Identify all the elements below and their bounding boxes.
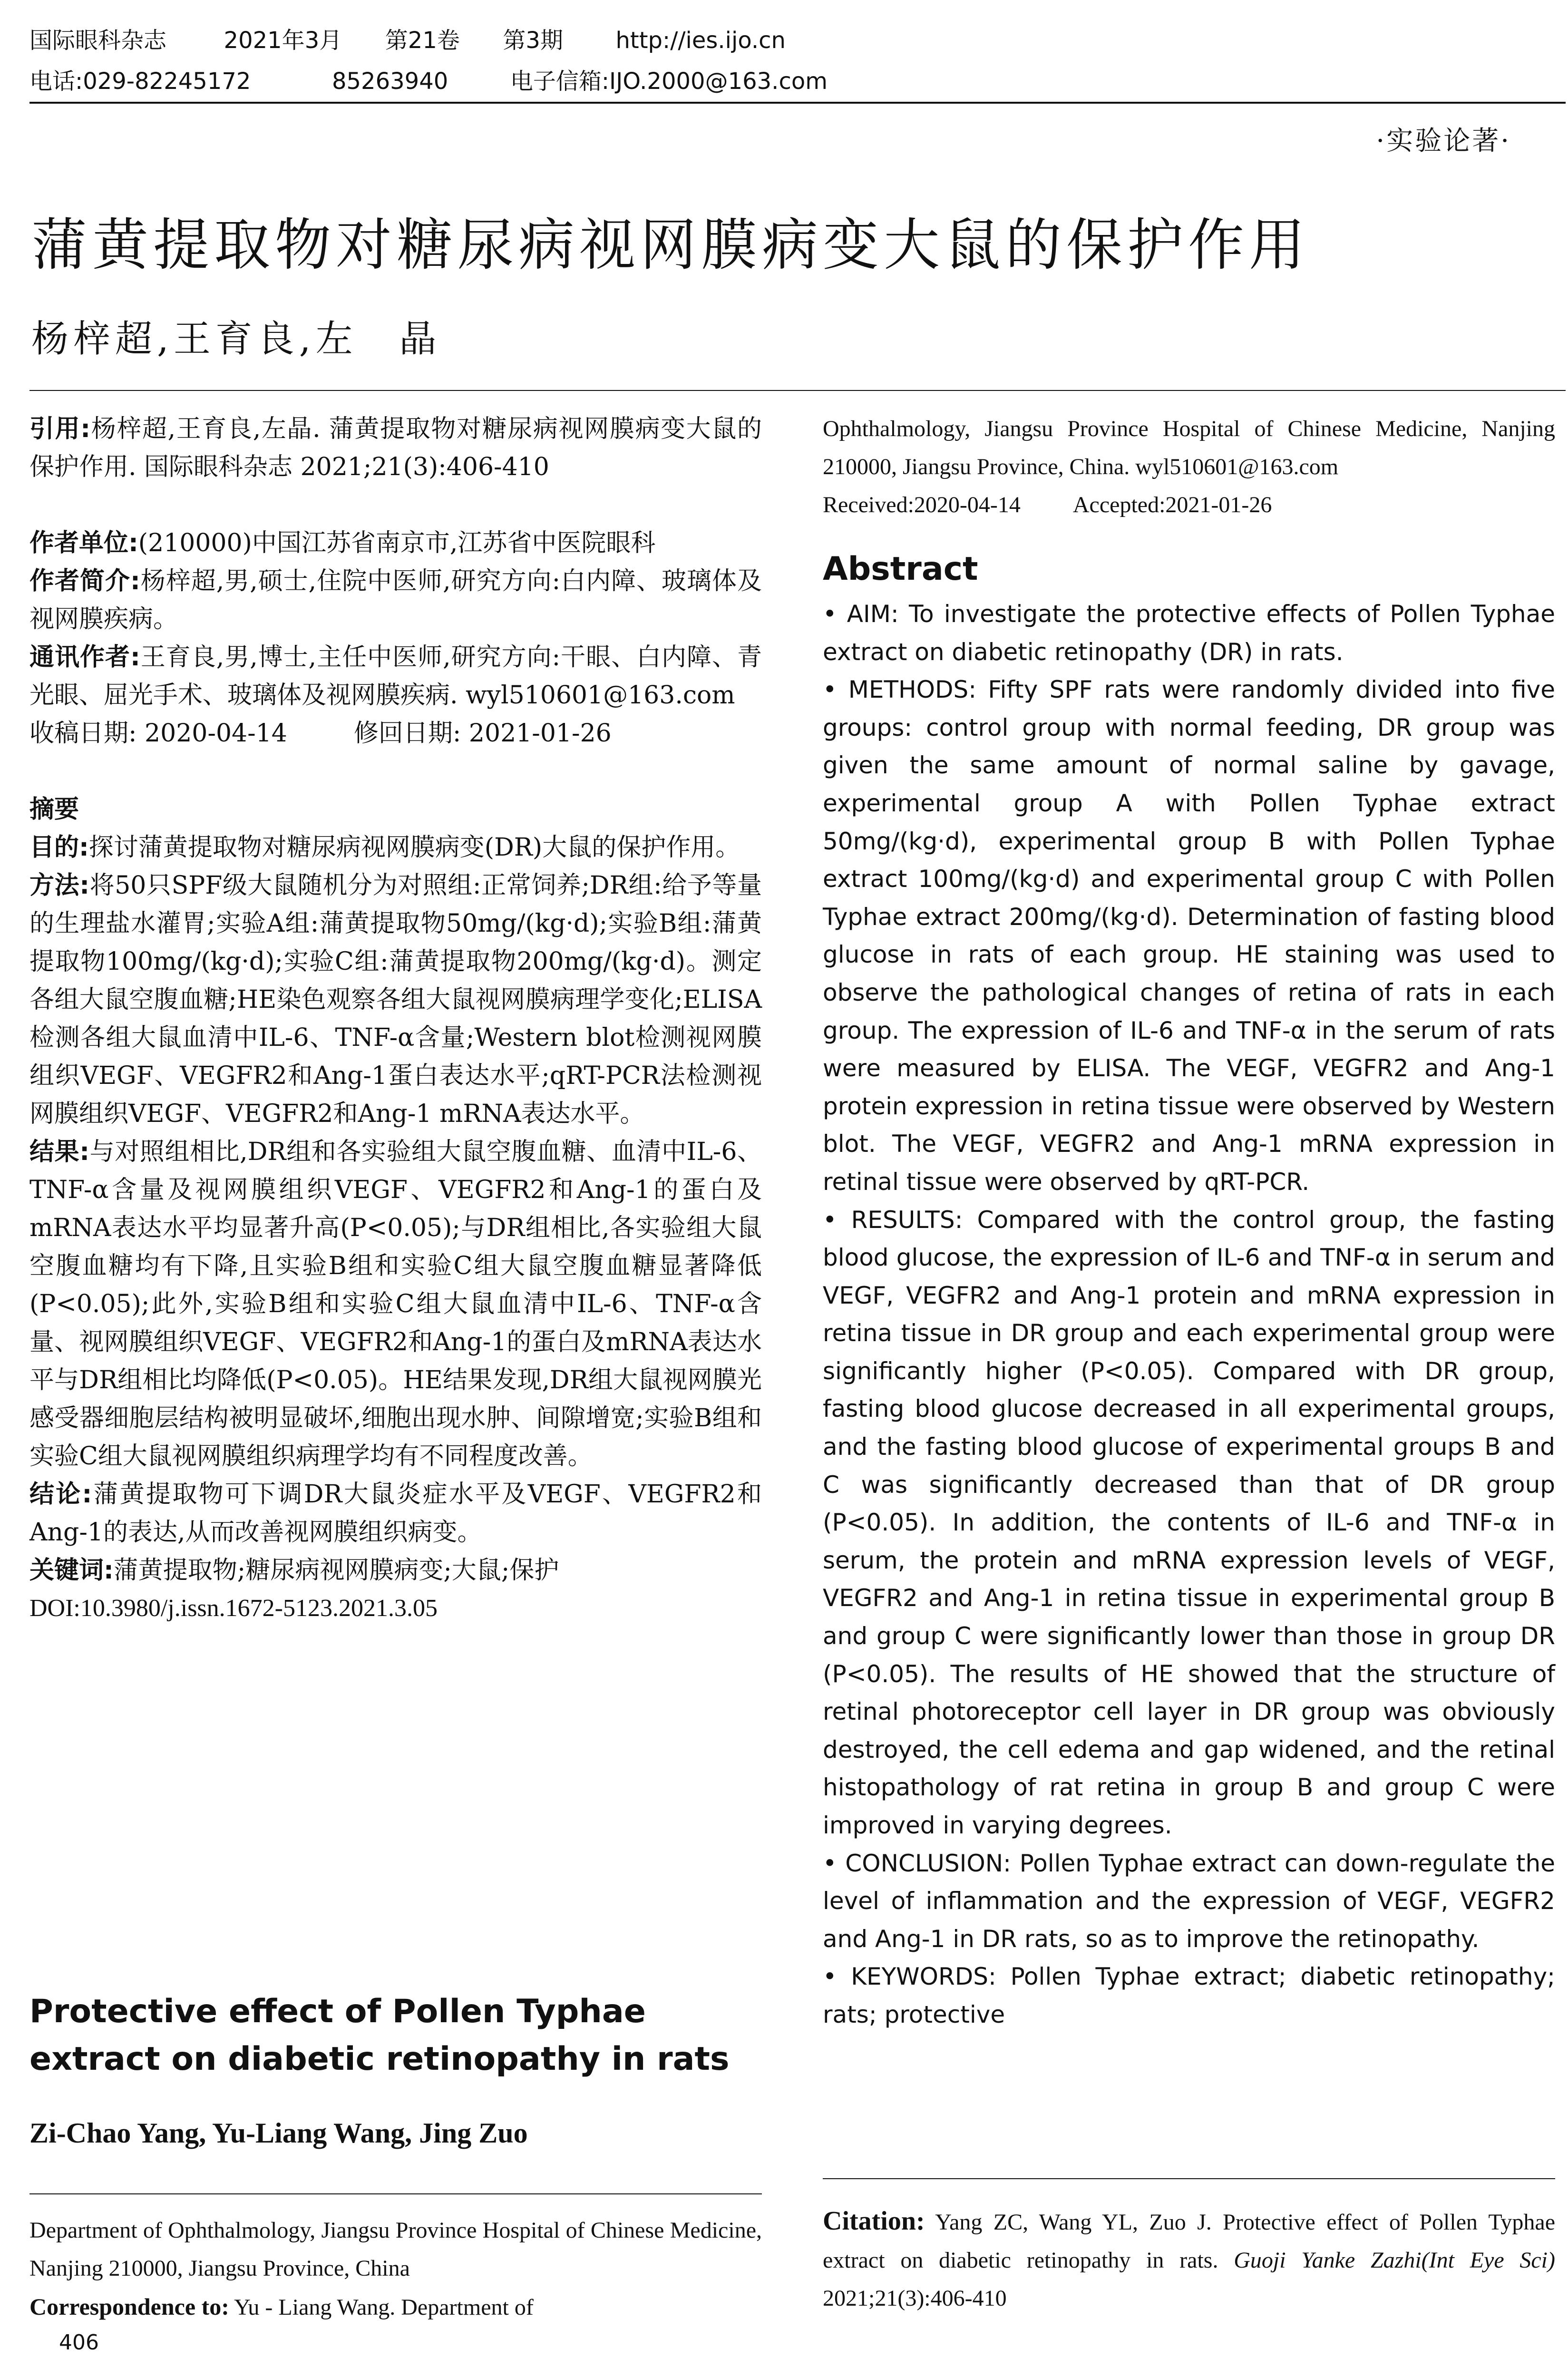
conclusion-cn: 结论:蒲黄提取物可下调DR大鼠炎症水平及VEGF、VEGFR2和Ang-1的表达,从而改善视网膜组织病变。 — [29, 1480, 762, 1547]
phone-1: 029-82245172 — [83, 68, 251, 95]
corresponding-author: 通讯作者:王育良,男,博士,主任中医师,研究方向:干眼、白内障、青光眼、屈光手术、玻璃体及视网膜疾病. wyl510601@163.com — [29, 643, 762, 710]
right-column — [823, 410, 1555, 2034]
results-en: • RESULTS: Compared with the control group, the fasting blood glucose, the expression of IL-6 and TNF-α in serum and VEGF, VEGFR2 and Ang-1 protein and mRNA expression in retina tissue in DR group and each experimental group were significantly higher (P<0.05). Compared with DR group, fasting blood glucose decreased in all experimental groups, and the fasting blood glucose of experimental groups B and C was significantly decreased than that of DR group (P<0.05). In addition, the contents of IL-6 and TNF-α in serum, the protein and mRNA expression levels of VEGF, VEGFR2 and Ang-1 in retina tissue in experimental group B and group C were significantly lower than those in group DR (P<0.05). The results of HE showed that the structure of retinal photoreceptor cell layer in DR group was obviously destroyed, the cell edema and gap widened, and the retinal histopathology of rat retina in group B and group C were improved in varying degrees. — [823, 1206, 1555, 1839]
author-bio: 作者简介:杨梓超,男,硕士,住院中医师,研究方向:白内障、玻璃体及视网膜疾病。 — [29, 567, 762, 633]
dates-cn — [29, 714, 762, 752]
issue-date: 2021年3月 — [224, 27, 342, 54]
phone-2: 85263940 — [331, 68, 448, 95]
issue-number: 第3期 — [503, 27, 563, 54]
methods-en: • METHODS: Fifty SPF rats were randomly divided into five groups: control group with normal feeding, DR group was given the same amount of normal saline by gavage, experimental group A with Pollen Typhae extract 50mg/(kg·d), experimental group B with Pollen Typhae extract 100mg/(kg·d) and experimental group C with Pollen Typhae extract 200mg/(kg·d). Determination of fasting blood glucose in rats of each group. HE staining was used to observe the pathological changes of retina of rats in each group. The expression of IL-6 and TNF-α in the serum of rats were measured by ELISA. The VEGF, VEGFR2 and Ang-1 protein expression in retina tissue were observed by Western blot. The VEGF, VEGFR2 and Ang-1 mRNA expression in retinal tissue were observed by qRT-PCR. — [823, 676, 1555, 1196]
email-label: 电子信箱: — [510, 68, 609, 95]
page-number: 406 — [59, 2330, 99, 2355]
section-tag: ·实验论著· — [1376, 126, 1511, 156]
citation-journal: Guoji Yanke Zazhi(Int Eye Sci) — [1234, 2248, 1556, 2273]
abstract-heading-en: Abstract — [823, 550, 978, 588]
journal-url[interactable]: http://ies.ijo.cn — [615, 27, 786, 54]
running-header — [29, 20, 1566, 102]
received-en: Received:2020-04-14 — [823, 492, 1021, 517]
aim-en: • AIM: To investigate the protective effects of Pollen Typhae extract on diabetic retinopathy (DR) in rats. — [823, 600, 1555, 666]
english-authors: Zi-Chao Yang, Yu-Liang Wang, Jing Zuo — [29, 2117, 528, 2149]
abstract-heading-cn: 摘要 — [29, 795, 79, 824]
header-line-2 — [29, 61, 1566, 102]
results-cn: 结果:与对照组相比,DR组和各实验组大鼠空腹血糖、血清中IL-6、TNF-α含量及视网膜组织VEGF、VEGFR2和Ang-1的蛋白及mRNA表达水平均显著升高(P<0.05);与DR组相比,各实验组大鼠空腹血糖均有下降,且实验B组和实验C组大鼠空腹血糖显著降低(P<0.05);此外,实验B组和实验C组大鼠血清中IL-6、TNF-α含量、视网膜组织VEGF、VEGFR2和Ang-1的蛋白及mRNA表达水平与DR组相比均降低(P<0.05)。HE结果发现,DR组大鼠视网膜光感受器细胞层结构被明显破坏,细胞出现水肿、间隙增宽;实验B组和实验C组大鼠视网膜组织病理学均有不同程度改善。 — [29, 1138, 762, 1471]
keywords-cn: 关键词:蒲黄提取物;糖尿病视网膜病变;大鼠;保护 — [29, 1556, 559, 1585]
left-dept-block — [29, 2211, 762, 2327]
received-cn: 收稿日期: 2020-04-14 — [29, 719, 287, 748]
phone-label: 电话: — [29, 68, 83, 95]
methods-cn: 方法:将50只SPF级大鼠随机分为对照组:正常饲养;DR组:给予等量的生理盐水灌胃;实验A组:蒲黄提取物50mg/(kg·d);实验B组:蒲黄提取物100mg/(kg·d);实验C组:蒲黄提取物200mg/(kg·d)。测定各组大鼠空腹血糖;HE染色观察各组大鼠视网膜病理学变化;ELISA检测各组大鼠血清中IL-6、TNF-α含量;Western blot检测视网膜组织VEGF、VEGFR2和Ang-1蛋白表达水平;qRT-PCR法检测视网膜组织VEGF、VEGFR2和Ang-1 mRNA表达水平。 — [29, 871, 762, 1128]
affiliation: 作者单位:(210000)中国江苏省南京市,江苏省中医院眼科 — [29, 529, 656, 557]
department-en: Department of Ophthalmology, Jiangsu Province Hospital of Chinese Medicine, Nanjing 210000, Jiangsu Province, China — [29, 2218, 762, 2281]
volume: 第21卷 — [385, 27, 460, 54]
citation-en: Citation: Yang ZC, Wang YL, Zuo J. Protective effect of Pollen Typhae extract on diabetic retinopathy in rats. Guoji Yanke Zazhi(Int Eye Sci) 2021;21(3):406-410 — [823, 2206, 1556, 2311]
citation-en-block — [823, 2202, 1555, 2318]
authors-cn: 杨梓超,王育良,左 晶 — [31, 318, 441, 360]
accepted-en: Accepted:2021-01-26 — [1072, 492, 1272, 517]
header-rule — [29, 102, 1566, 104]
citation-rule — [823, 2178, 1555, 2179]
revised-cn: 修回日期: 2021-01-26 — [353, 719, 612, 748]
correspondence-en: Correspondence to: Yu - Liang Wang. Department of — [29, 2293, 534, 2320]
doi[interactable]: DOI:10.3980/j.issn.1672-5123.2021.3.05 — [29, 1595, 438, 1622]
conclusion-en: • CONCLUSION: Pollen Typhae extract can down-regulate the level of inflammation and the expression of VEGF, VEGFR2 and Ang-1 in DR rats, so as to improve the retinopathy. — [823, 1849, 1555, 1953]
keywords-en: • KEYWORDS: Pollen Typhae extract; diabetic retinopathy; rats; protective — [823, 1963, 1556, 2028]
email[interactable]: IJO.2000@163.com — [609, 68, 828, 95]
aim-cn: 目的:探讨蒲黄提取物对糖尿病视网膜病变(DR)大鼠的保护作用。 — [29, 833, 740, 862]
english-title: Protective effect of Pollen Typhae extract on diabetic retinopathy in rats — [29, 1993, 730, 2078]
journal-name: 国际眼科杂志 — [29, 27, 167, 54]
dates-en — [823, 486, 1555, 524]
article-title: 蒲黄提取物对糖尿病视网膜病变大鼠的保护作用 — [31, 212, 1310, 278]
authors-rule — [29, 2193, 762, 2194]
header-line-1 — [29, 20, 1566, 61]
department-en-cont: Ophthalmology, Jiangsu Province Hospital of Chinese Medicine, Nanjing 210000, Jiangsu Province, China. wyl510601@163.com — [823, 416, 1555, 479]
left-english-block — [29, 1988, 762, 2154]
title-rule — [29, 390, 1566, 391]
left-column — [29, 410, 762, 1627]
citation-cn: 引用:杨梓超,王育良,左晶. 蒲黄提取物对糖尿病视网膜病变大鼠的保护作用. 国际眼科杂志 2021;21(3):406-410 — [29, 415, 762, 481]
